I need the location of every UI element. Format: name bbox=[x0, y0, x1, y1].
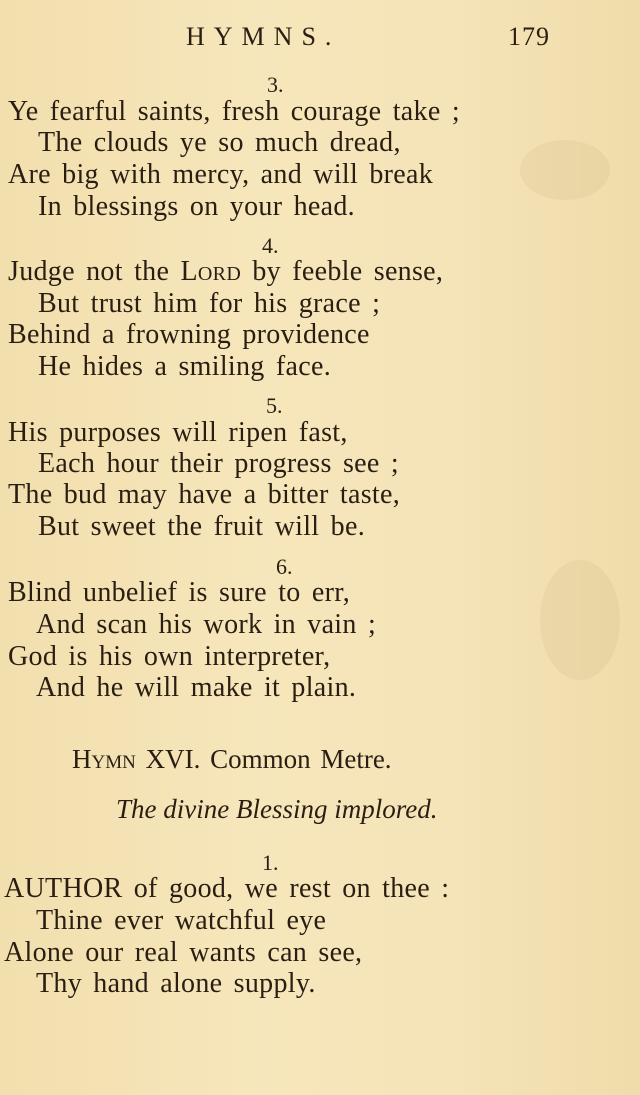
stanza-number: 1. bbox=[262, 850, 279, 875]
page-number: 179 bbox=[508, 22, 550, 51]
verse-line: In blessings on your head. bbox=[38, 191, 355, 222]
stanza-number: 5. bbox=[266, 393, 283, 418]
stanza-number: 4. bbox=[262, 233, 279, 258]
verse-line: God is his own interpreter, bbox=[8, 641, 331, 672]
verse-text: by feeble sense, bbox=[252, 256, 444, 287]
verse-line: Thy hand alone supply. bbox=[36, 968, 316, 999]
hymn-word: Hymn bbox=[72, 744, 136, 774]
verse-line bbox=[8, 256, 443, 288]
verse-line: Behind a frowning providence bbox=[8, 319, 370, 350]
verse-line: Thine ever watchful eye bbox=[36, 905, 327, 936]
verse-line: The bud may have a bitter taste, bbox=[8, 479, 401, 510]
verse-line: And scan his work in vain ; bbox=[36, 609, 377, 640]
verse-line: And he will make it plain. bbox=[36, 672, 357, 703]
verse-line: But trust him for his grace ; bbox=[38, 288, 381, 319]
verse-line: His purposes will ripen fast, bbox=[8, 417, 348, 448]
running-head-title: HYMNS. bbox=[186, 22, 341, 51]
running-head bbox=[0, 22, 640, 56]
verse-line: Alone our real wants can see, bbox=[4, 937, 363, 968]
hymn-heading bbox=[72, 744, 392, 775]
lord-small-caps: Lord bbox=[180, 256, 242, 287]
paper-stain bbox=[520, 140, 610, 200]
verse-text: Judge not the bbox=[8, 256, 170, 287]
verse-line: Ye fearful saints, fresh courage take ; bbox=[8, 96, 460, 127]
verse-line: The clouds ye so much dread, bbox=[38, 127, 401, 158]
verse-line: Each hour their progress see ; bbox=[38, 448, 399, 479]
verse-line: But sweet the fruit will be. bbox=[38, 511, 366, 542]
stanza-number: 3. bbox=[267, 72, 284, 97]
stanza-number: 6. bbox=[276, 554, 293, 579]
verse-line: He hides a smiling face. bbox=[38, 351, 332, 382]
verse-line: Blind unbelief is sure to err, bbox=[8, 577, 351, 608]
verse-line: AUTHOR of good, we rest on thee : bbox=[4, 873, 450, 904]
hymn-subtitle: The divine Blessing implored. bbox=[116, 794, 438, 824]
hymn-number-and-metre: XVI. Common Metre. bbox=[145, 744, 392, 774]
paper-stain bbox=[540, 560, 620, 680]
verse-line: Are big with mercy, and will break bbox=[8, 159, 434, 190]
